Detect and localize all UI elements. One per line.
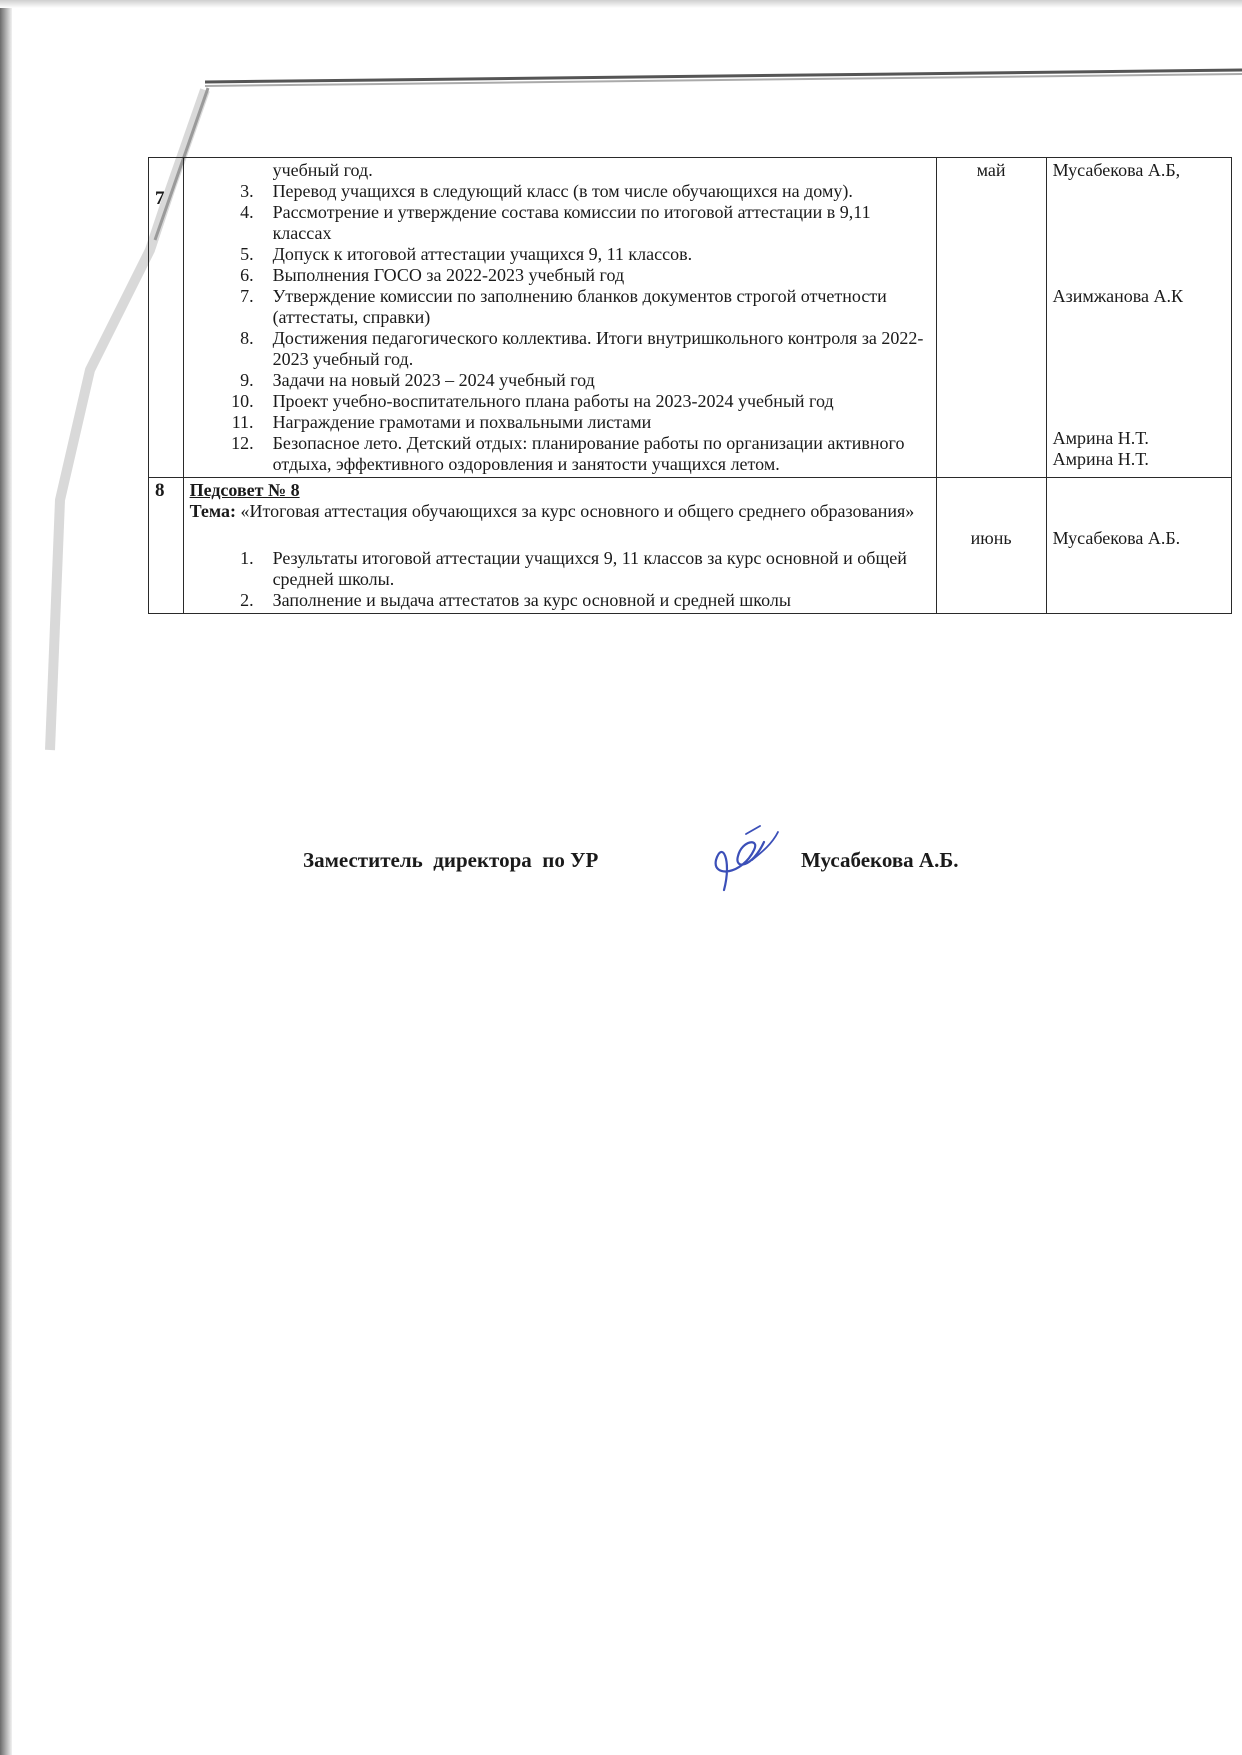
row-responsible <box>1046 478 1231 614</box>
list-item: 6. Выполнения ГОСО за 2022-2023 учебный год <box>240 265 625 285</box>
responsible-person: Азимжанова А.К <box>1052 286 1184 306</box>
row-number: 8 <box>149 478 184 614</box>
row-responsible <box>1046 158 1231 478</box>
list-item: 7. Утверждение комиссии по заполнению бланков документов строгой отчетности (аттестаты, справки) <box>240 286 887 327</box>
scan-edge-top <box>0 0 1242 8</box>
scan-fold-top <box>205 64 1242 104</box>
list-item: 8. Достижения педагогического коллектива. Итоги внутришкольного контроля за 2022-2023 учебный год. <box>240 328 924 369</box>
signatory-name: Мусабекова А.Б. <box>801 848 959 872</box>
list-item: 4. Рассмотрение и утверждение состава комиссии по итоговой аттестации в 9,11 классах <box>240 202 871 243</box>
theme-text: «Итоговая аттестация обучающихся за курс основного и общего среднего образования» <box>240 501 915 521</box>
list-item: 3. Перевод учащихся в следующий класс (в том числе обучающихся на дому). <box>240 181 853 201</box>
list-item: 9. Задачи на новый 2023 – 2024 учебный год <box>240 370 595 390</box>
signature-icon <box>702 820 782 900</box>
table-row-7 <box>149 158 1232 478</box>
list-item: 12. Безопасное лето. Детский отдых: планирование работы по организации активного отдыха, эффективного оздоровления и занятости учащихся летом. <box>231 433 905 474</box>
responsible-person: Амрина Н.Т. <box>1052 449 1149 469</box>
list-item: 10. Проект учебно-воспитательного плана работы на 2023-2024 учебный год <box>231 391 834 411</box>
pedsovet-title: Педсовет № 8 <box>189 480 300 500</box>
row-month: июнь <box>936 478 1046 614</box>
agenda-list <box>190 548 930 611</box>
theme-label: Тема: <box>189 501 237 521</box>
responsible-person: Мусабекова А.Б. <box>1052 528 1181 548</box>
scan-edge-left <box>0 0 12 1755</box>
row-content <box>183 478 936 614</box>
signatory-position: Заместитель директора по УР <box>303 848 599 872</box>
row-month: май <box>936 158 1046 478</box>
list-item: 1. Результаты итоговой аттестации учащихся 9, 11 классов за курс основной и общей средней школы. <box>240 548 907 589</box>
responsible-person: Мусабекова А.Б, <box>1052 160 1181 180</box>
pedsovet-theme <box>190 501 930 522</box>
row-number: 7 <box>149 158 184 478</box>
plan-table <box>148 157 1232 614</box>
table-row-8 <box>149 478 1232 614</box>
list-item: учебный год. <box>272 160 373 180</box>
list-item: 2. Заполнение и выдача аттестатов за курс основной и средней школы <box>240 590 791 610</box>
list-item: 11. Награждение грамотами и похвальными листами <box>231 412 652 432</box>
list-item: 5. Допуск к итоговой аттестации учащихся 9, 11 классов. <box>240 244 693 264</box>
responsible-person: Амрина Н.Т. <box>1052 428 1149 448</box>
row-content <box>183 158 936 478</box>
agenda-list <box>190 160 930 475</box>
